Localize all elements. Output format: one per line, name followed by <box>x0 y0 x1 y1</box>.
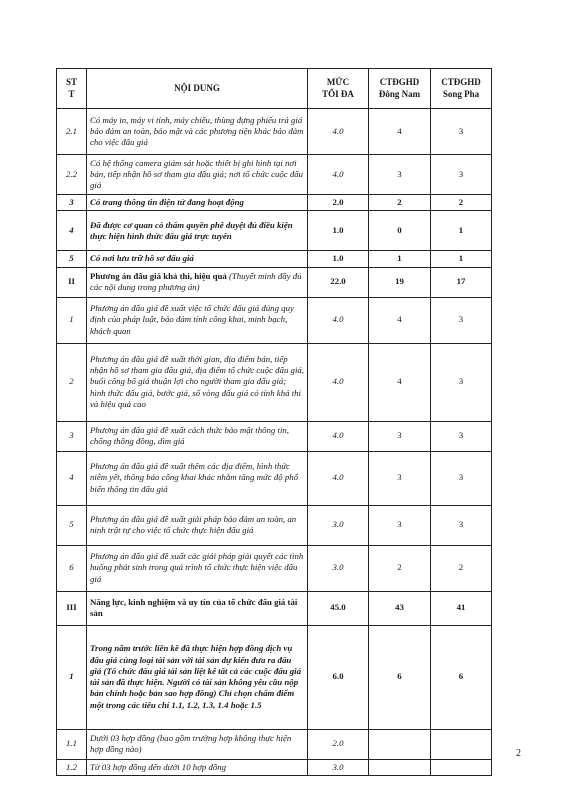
row-stt: 3 <box>57 421 87 451</box>
row-score-dong-nam: 2 <box>369 545 431 591</box>
row-content <box>87 211 308 251</box>
row-score-dong-nam <box>369 759 431 775</box>
row-score-song-pha: 2 <box>431 195 492 211</box>
row-max-score: 4.0 <box>308 421 369 451</box>
row-content <box>87 591 308 625</box>
row-score-dong-nam <box>369 729 431 759</box>
row-stt: 1 <box>57 297 87 343</box>
row-score-song-pha <box>431 729 492 759</box>
row-score-song-pha: 3 <box>431 451 492 505</box>
row-score-song-pha: 1 <box>431 211 492 251</box>
row-content <box>87 759 308 775</box>
row-content-text: Phương án đấu giá đề xuất các giải pháp giải quyết các tình huống phát sinh trong quá trình tổ chức thực hiện việc đấu giá <box>90 551 304 584</box>
row-content-note: (Thuyết minh đầy đủ các nội dung trong phương án) <box>90 270 302 292</box>
row-max-score: 4.0 <box>308 109 369 155</box>
row-stt: 4 <box>57 451 87 505</box>
row-content <box>87 155 308 195</box>
row-content <box>87 421 308 451</box>
row-score-dong-nam: 43 <box>369 591 431 625</box>
row-stt: 1 <box>57 625 87 729</box>
row-content <box>87 109 308 155</box>
table-row <box>57 109 492 155</box>
row-content <box>87 505 308 545</box>
row-content-text: Phương án đấu giá khả thi, hiệu quả <box>90 270 229 281</box>
row-max-score: 1.0 <box>308 251 369 267</box>
evaluation-table <box>56 68 492 776</box>
table-row <box>57 421 492 451</box>
row-stt: II <box>57 267 87 297</box>
header-col2: CTĐGHD Song Pha <box>431 69 492 109</box>
header-content: NỘI DUNG <box>87 69 308 109</box>
row-score-dong-nam: 4 <box>369 109 431 155</box>
table-row <box>57 343 492 421</box>
table-row <box>57 267 492 297</box>
row-content <box>87 343 308 421</box>
row-stt: 2.1 <box>57 109 87 155</box>
row-max-score: 3.0 <box>308 759 369 775</box>
row-score-song-pha: 17 <box>431 267 492 297</box>
row-score-song-pha: 1 <box>431 251 492 267</box>
row-content <box>87 625 308 729</box>
row-max-score: 6.0 <box>308 625 369 729</box>
row-stt: 5 <box>57 505 87 545</box>
row-max-score: 2.0 <box>308 195 369 211</box>
row-score-song-pha: 3 <box>431 505 492 545</box>
table-row <box>57 211 492 251</box>
row-content-text: Phương án đấu giá đề xuất giải pháp bảo đảm an toàn, an ninh trật tự cho việc tổ chức thực hiện đấu giá <box>90 513 297 535</box>
row-stt: 2.2 <box>57 155 87 195</box>
row-content-text: Phương án đấu giá đề xuất thời gian, địa điểm bán, tiếp nhận hồ sơ tham gia đấu giá, địa điểm tổ chức cuộc đấu giá, buổi công bố giá thuận lợi cho người tham gia đấu giá; hình thức đấu giá, bước giá, số vòng đấu giá có tính khả thi và hiệu quả cao <box>90 353 304 409</box>
row-score-song-pha: 2 <box>431 545 492 591</box>
table-row <box>57 297 492 343</box>
row-score-song-pha <box>431 759 492 775</box>
header-max: MỨC TỐI ĐA <box>308 69 369 109</box>
table-row <box>57 759 492 775</box>
header-stt: ST T <box>57 69 87 109</box>
row-score-dong-nam: 0 <box>369 211 431 251</box>
row-content <box>87 451 308 505</box>
row-max-score: 1.0 <box>308 211 369 251</box>
table-row <box>57 591 492 625</box>
row-content <box>87 297 308 343</box>
row-content-text: Có nơi lưu trữ hồ sơ đấu giá <box>90 253 194 264</box>
table-row <box>57 155 492 195</box>
row-content <box>87 545 308 591</box>
row-score-dong-nam: 4 <box>369 297 431 343</box>
row-stt: 1.1 <box>57 729 87 759</box>
row-score-dong-nam: 3 <box>369 155 431 195</box>
row-score-dong-nam: 1 <box>369 251 431 267</box>
row-content <box>87 251 308 267</box>
table-row <box>57 505 492 545</box>
row-max-score: 22.0 <box>308 267 369 297</box>
table-row <box>57 625 492 729</box>
table-row <box>57 729 492 759</box>
row-content-text: Có máy in, máy vi tính, máy chiếu, thùng đựng phiếu trả giá bảo đảm an toàn, bảo mật và các phương tiện khác bảo đảm cho việc đấu giá <box>90 114 304 148</box>
table-row <box>57 451 492 505</box>
row-content-text: Phương án đấu giá đề xuất cách thức bảo mật thông tin, chống thông đồng, dìm giá <box>90 424 289 446</box>
row-content-text: Từ 03 hợp đồng đến dưới 10 hợp đồng <box>90 761 227 772</box>
row-stt: 4 <box>57 211 87 251</box>
row-score-song-pha: 41 <box>431 591 492 625</box>
row-max-score: 4.0 <box>308 155 369 195</box>
row-score-song-pha: 3 <box>431 155 492 195</box>
row-content <box>87 267 308 297</box>
row-content <box>87 729 308 759</box>
row-stt: 3 <box>57 195 87 211</box>
row-score-song-pha: 3 <box>431 297 492 343</box>
row-score-song-pha: 6 <box>431 625 492 729</box>
row-max-score: 3.0 <box>308 545 369 591</box>
table-row <box>57 545 492 591</box>
page-number: 2 <box>516 748 521 759</box>
row-content-text: Có hệ thống camera giám sát hoặc thiết bị ghi hình tại nơi bán, tiếp nhận hồ sơ tham gia đấu giá; nơi tổ chức cuộc đấu giá <box>90 157 304 191</box>
row-max-score: 3.0 <box>308 505 369 545</box>
row-content-text: Dưới 03 hợp đồng (bao gồm trường hợp không thực hiện hợp đồng nào) <box>90 732 292 754</box>
row-stt: 1.2 <box>57 759 87 775</box>
row-score-dong-nam: 3 <box>369 421 431 451</box>
table-row <box>57 195 492 211</box>
header-col1: CTĐGHD Đông Nam <box>369 69 431 109</box>
row-stt: 5 <box>57 251 87 267</box>
table-body <box>57 109 492 776</box>
row-max-score: 2.0 <box>308 729 369 759</box>
row-score-song-pha: 3 <box>431 343 492 421</box>
row-content-text: Năng lực, kinh nghiệm và uy tín của tổ chức đấu giá tài sản <box>90 596 298 618</box>
row-score-song-pha: 3 <box>431 109 492 155</box>
row-content-text: Đã được cơ quan có thẩm quyền phê duyệt đủ điều kiện thực hiện hình thức đấu giá trực tuyến <box>90 219 293 241</box>
row-content-text: Phương án đấu giá đề xuất thêm các địa điểm, hình thức niêm yết, thông báo công khai khác nhằm tăng mức độ phổ biến thông tin đấu giá <box>90 461 299 494</box>
row-score-song-pha: 3 <box>431 421 492 451</box>
row-score-dong-nam: 19 <box>369 267 431 297</box>
row-stt: 6 <box>57 545 87 591</box>
table-header-row <box>57 69 492 109</box>
row-max-score: 4.0 <box>308 343 369 421</box>
row-content-text: Có trang thông tin điện tử đang hoạt động <box>90 197 244 207</box>
row-content-text: Phương án đấu giá đề xuất việc tổ chức đấu giá đúng quy định của pháp luật, bảo đảm tính công khai, minh bạch, khách quan <box>90 303 294 336</box>
row-score-dong-nam: 3 <box>369 505 431 545</box>
table-row <box>57 251 492 267</box>
row-stt: 2 <box>57 343 87 421</box>
row-score-dong-nam: 4 <box>369 343 431 421</box>
row-content-text: Trong năm trước liền kề đã thực hiện hợp đồng dịch vụ đấu giá cùng loại tài sản với tài sản dự kiến đưa ra đấu giá (Tổ chức đấu giá tài sản liệt kê tất cả các cuộc đấu giá tài sản đã thực hiện. Người có tài sản không yêu cầu nộp bản chính hoặc bản sao hợp đồng) Chỉ chọn chấm điểm một trong các tiêu chí 1.1, 1.2, 1.3, 1.4 hoặc 1.5 <box>90 643 302 710</box>
row-stt: III <box>57 591 87 625</box>
row-score-dong-nam: 2 <box>369 195 431 211</box>
row-max-score: 45.0 <box>308 591 369 625</box>
row-content <box>87 195 308 211</box>
row-max-score: 4.0 <box>308 451 369 505</box>
row-max-score: 4.0 <box>308 297 369 343</box>
row-score-dong-nam: 6 <box>369 625 431 729</box>
row-score-dong-nam: 3 <box>369 451 431 505</box>
